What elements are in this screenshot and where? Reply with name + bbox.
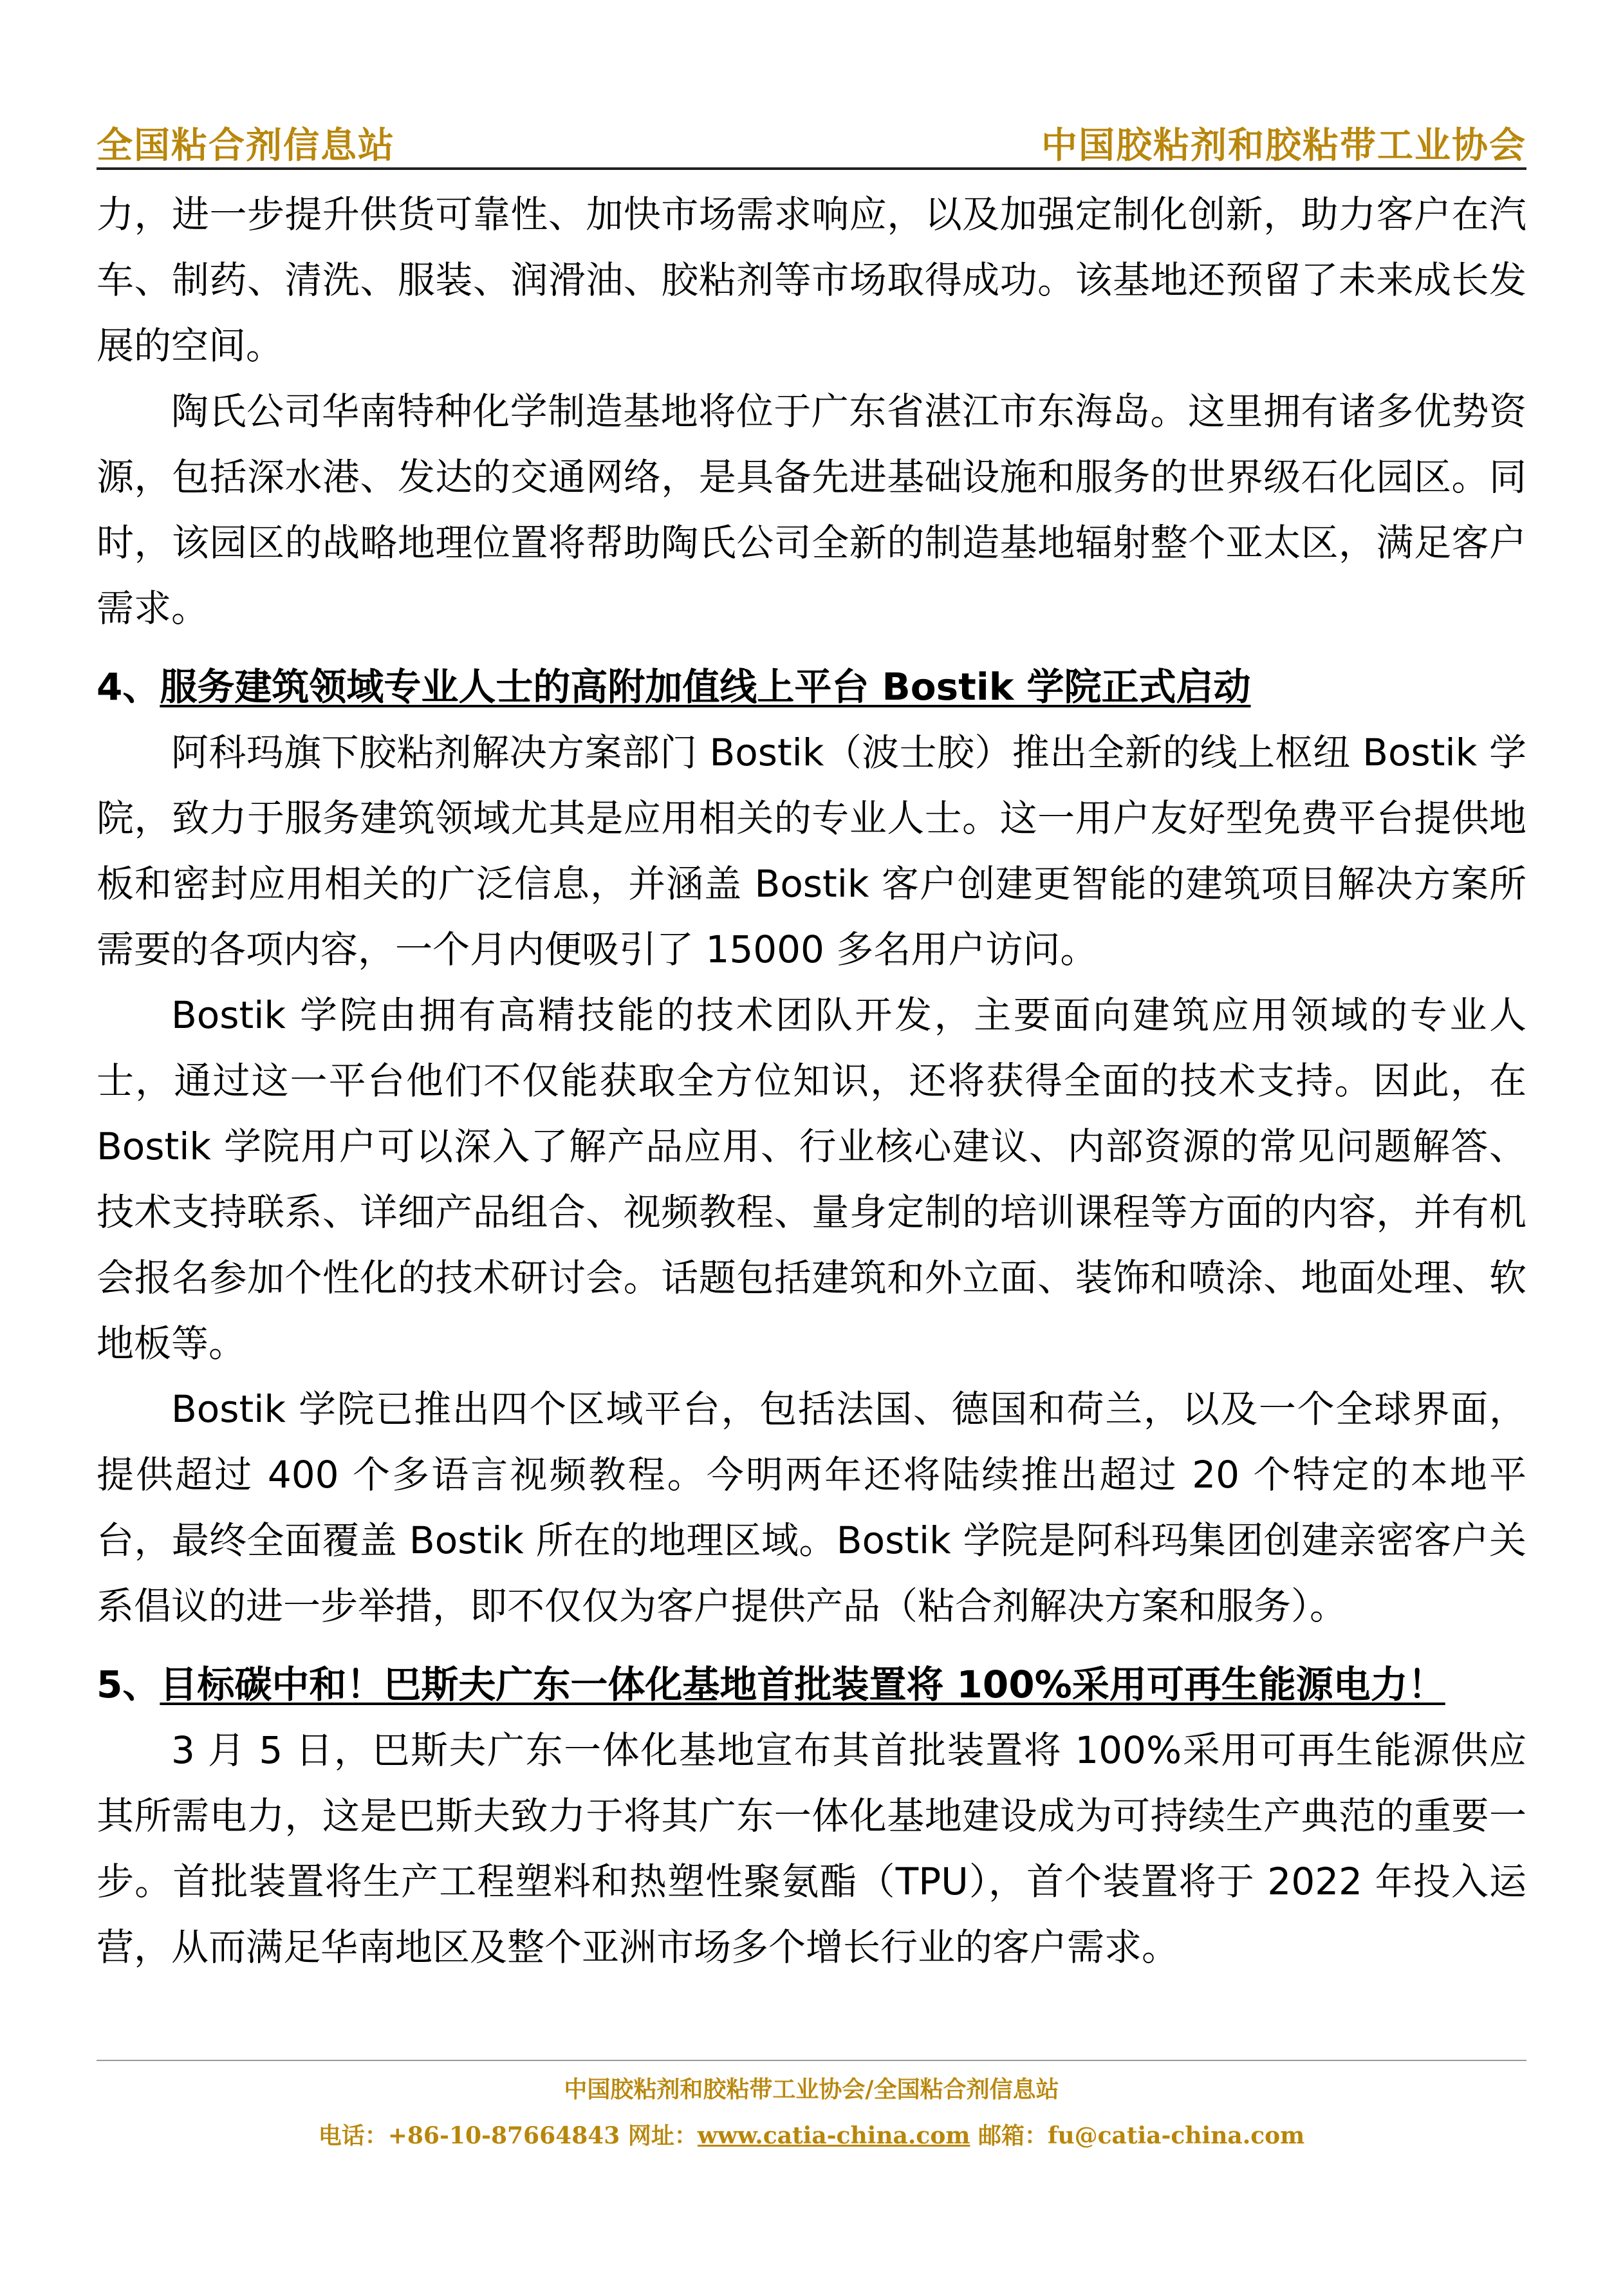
paragraph: 3 月 5 日，巴斯夫广东一体化基地宣布其首批装置将 100%采用可再生能源供应其所需电力，这是巴斯夫致力于将其广东一体化基地建设成为可持续生产典范的重要一步。首批装置将生产工程塑料和热塑性聚氨酯（TPU），首个装置将于 2022 年投入运营，从而满足华南地区及整个亚洲市场多个增长行业的客户需求。 [97,1728,1526,1969]
footer-email: 邮箱：fu@catia-china.com [970,2122,1305,2149]
section-heading-5 [97,1652,1526,1717]
section-title: 目标碳中和！巴斯夫广东一体化基地首批装置将 100%采用可再生能源电力！ [160,1663,1445,1706]
website-link[interactable]: www.catia-china.com [697,2122,970,2149]
footer-divider [97,2060,1526,2061]
paragraph: 陶氏公司华南特种化学制造基地将位于广东省湛江市东海岛。这里拥有诸多优势资源，包括深水港、发达的交通网络，是具备先进基础设施和服务的世界级石化园区。同时，该园区的战略地理位置将帮助陶氏公司全新的制造基地辐射整个亚太区，满足客户需求。 [97,389,1526,630]
paragraph: 阿科玛旗下胶粘剂解决方案部门 Bostik（波士胶）推出全新的线上枢纽 Bostik 学院，致力于服务建筑领域尤其是应用相关的专业人士。这一用户友好型免费平台提供地板和密封应用相关的广泛信息，并涵盖 Bostik 客户创建更智能的建筑项目解决方案所需要的各项内容，一个月内便吸引了 15000 多名用户访问。 [97,731,1526,971]
section-number: 5、 [97,1663,160,1706]
footer-phone: 电话：+86-10-87664843 网址： [318,2122,698,2149]
header-right-title: 中国胶粘剂和胶粘带工业协会 [1041,124,1526,167]
footer-organization: 中国胶粘剂和胶粘带工业协会/全国粘合剂信息站 [564,2076,1059,2103]
header-left-title: 全国粘合剂信息站 [97,124,395,167]
page-header [97,109,1526,170]
section-number: 4、 [97,665,160,709]
footer-contact [0,2118,1623,2151]
paragraph: Bostik 学院由拥有高精技能的技术团队开发，主要面向建筑应用领域的专业人士，通过这一平台他们不仅能获取全方位知识，还将获得全面的技术支持。因此，在 Bostik 学院用户可以深入了解产品应用、行业核心建议、内部资源的常见问题解答、技术支持联系、详细产品组合、视频教程、量身定制的培训课程等方面的内容，并有机会报名参加个性化的技术研讨会。话题包括建筑和外立面、装饰和喷涂、地面处理、软地板等。 [97,993,1526,1365]
section-heading-4 [97,654,1526,720]
article-body [97,182,1526,1980]
paragraph: 力，进一步提升供货可靠性、加快市场需求响应，以及加强定制化创新，助力客户在汽车、制药、清洗、服装、润滑油、胶粘剂等市场取得成功。该基地还预留了未来成长发展的空间。 [97,192,1526,368]
section-title: 服务建筑领域专业人士的高附加值线上平台 Bostik 学院正式启动 [160,665,1251,709]
paragraph: Bostik 学院已推出四个区域平台，包括法国、德国和荷兰，以及一个全球界面，提供超过 400 个多语言视频教程。今明两年还将陆续推出超过 20 个特定的本地平台，最终全面覆盖 Bostik 所在的地理区域。Bostik 学院是阿科玛集团创建亲密客户关系倡议的进一步举措，即不仅仅为客户提供产品（粘合剂解决方案和服务）。 [97,1387,1526,1628]
